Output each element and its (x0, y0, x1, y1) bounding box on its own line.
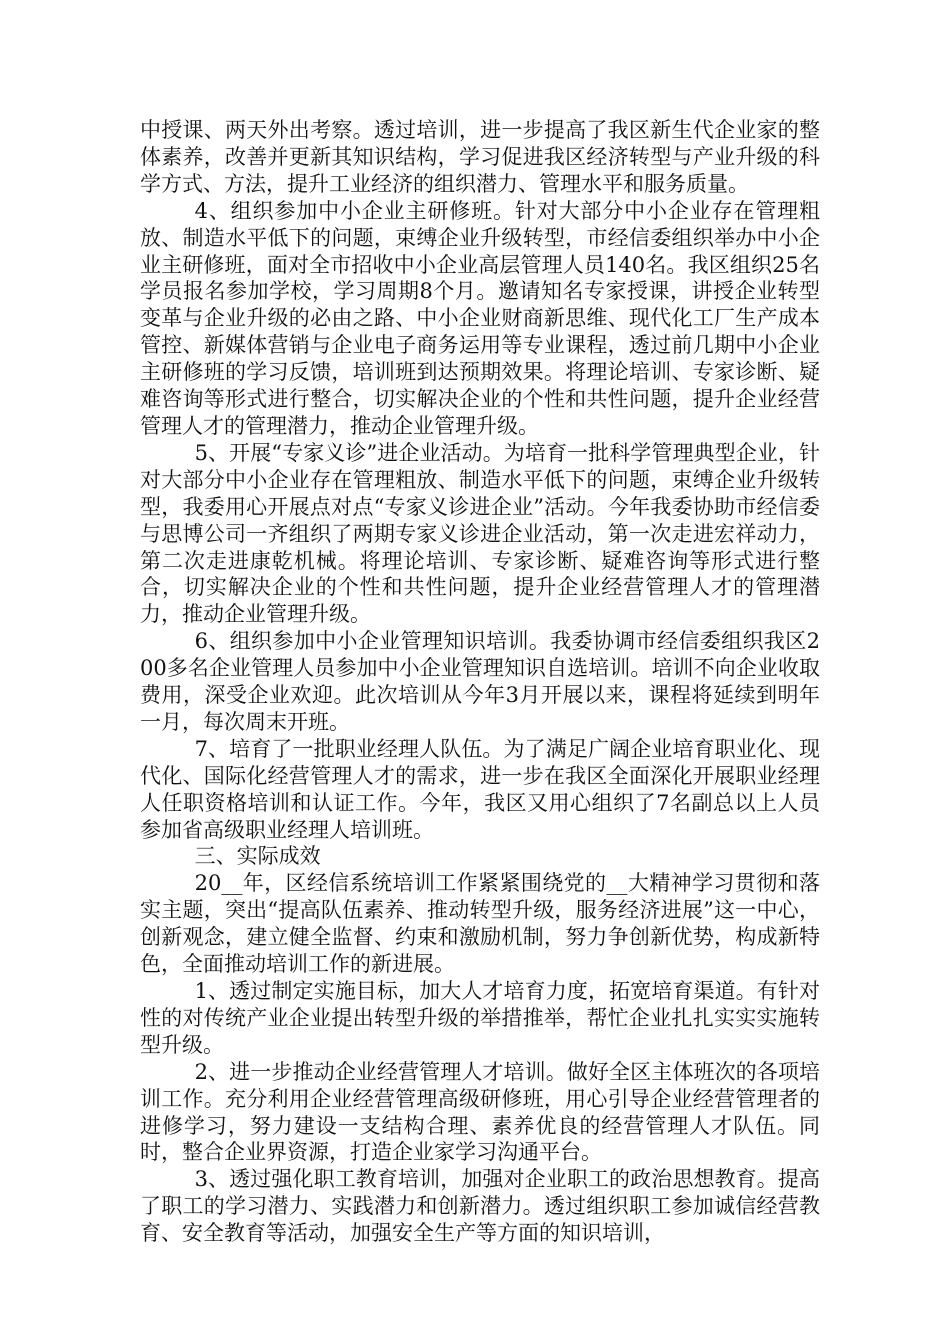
paragraph-item-5: 5、开展“专家义诊”进企业活动。为培育一批科学管理典型企业，针对大部分中小企业存在管理粗放、制造水平低下的问题，束缚企业升级转型，我委用心开展点对点“专家义诊进企业”活动。今年我委协助市经信委与思博公司一齐组织了两期专家义诊进企业活动，第一次走进宏祥动力，第二次走进康乾机械。将理论培训、专家诊断、疑难咨询等形式进行整合，切实解决企业的个性和共性问题，提升企业经营管理人才的管理潜力，推动企业管理升级。 (140, 440, 820, 627)
paragraph-result-1: 1、透过制定实施目标，加大人才培育力度，拓宽培育渠道。有针对性的对传统产业企业提出转型升级的举措推举，帮忙企业扎扎实实实施转型升级。 (140, 979, 820, 1057)
paragraph-item-4: 4、组织参加中小企业主研修班。针对大部分中小企业存在管理粗放、制造水平低下的问题，束缚企业升级转型，市经信委组织举办中小企业主研修班，面对全市招收中小企业高层管理人员140名。我区组织25名学员报名参加学校，学习周期8个月。邀请知名专家授课，讲授企业转型变革与企业升级的必由之路、中小企业财商新思维、现代化工厂生产成本管控、新媒体营销与企业电子商务运用等专业课程，透过前几期中小企业主研修班的学习反馈，培训班到达预期效果。将理论培训、专家诊断、疑难咨询等形式进行整合，切实解决企业的个性和共性问题，提升企业经营管理人才的管理潜力，推动企业管理升级。 (140, 198, 820, 438)
document-body (140, 117, 820, 1247)
section-heading-results: 三、实际成效 (194, 844, 321, 869)
paragraph-item-7: 7、培育了一批职业经理人队伍。为了满足广阔企业培育职业化、现代化、国际化经营管理人才的需求，进一步在我区全面深化开展职业经理人任职资格培训和认证工作。今年，我区又用心组织了7名副总以上人员参加省高级职业经理人培训班。 (140, 736, 820, 842)
paragraph-results-intro: 20__年，区经信系统培训工作紧紧围绕党的__大精神学习贯彻和落实主题，突出“提高队伍素养、推动转型升级，服务经济进展”这一中心，创新观念，建立健全监督、约束和激励机制，努力争创新优势，构成新特色，全面推动培训工作的新进展。 (140, 871, 820, 977)
paragraph-result-2: 2、进一步推动企业经营管理人才培训。做好全区主体班次的各项培训工作。充分利用企业经营管理高级研修班，用心引导企业经营管理者的进修学习，努力建设一支结构合理、素养优良的经营管理人才队伍。同时，整合企业界资源，打造企业家学习沟通平台。 (140, 1059, 820, 1165)
paragraph-item-6: 6、组织参加中小企业管理知识培训。我委协调市经信委组织我区200多名企业管理人员参加中小企业管理知识自选培训。培训不向企业收取费用，深受企业欢迎。此次培训从今年3月开展以来，课程将延续到明年一月，每次周末开班。 (140, 629, 820, 734)
paragraph-result-3: 3、透过强化职工教育培训，加强对企业职工的政治思想教育。提高了职工的学习潜力、实践潜力和创新潜力。透过组织职工参加诚信经营教育、安全教育等活动，加强安全生产等方面的知识培训， (140, 1167, 820, 1246)
paragraph-continuation: 中授课、两天外出考察。透过培训，进一步提高了我区新生代企业家的整体素养，改善并更新其知识结构，学习促进我区经济转型与产业升级的科学方式、方法，提升工业经济的组织潜力、管理水平和服务质量。 (140, 118, 820, 196)
